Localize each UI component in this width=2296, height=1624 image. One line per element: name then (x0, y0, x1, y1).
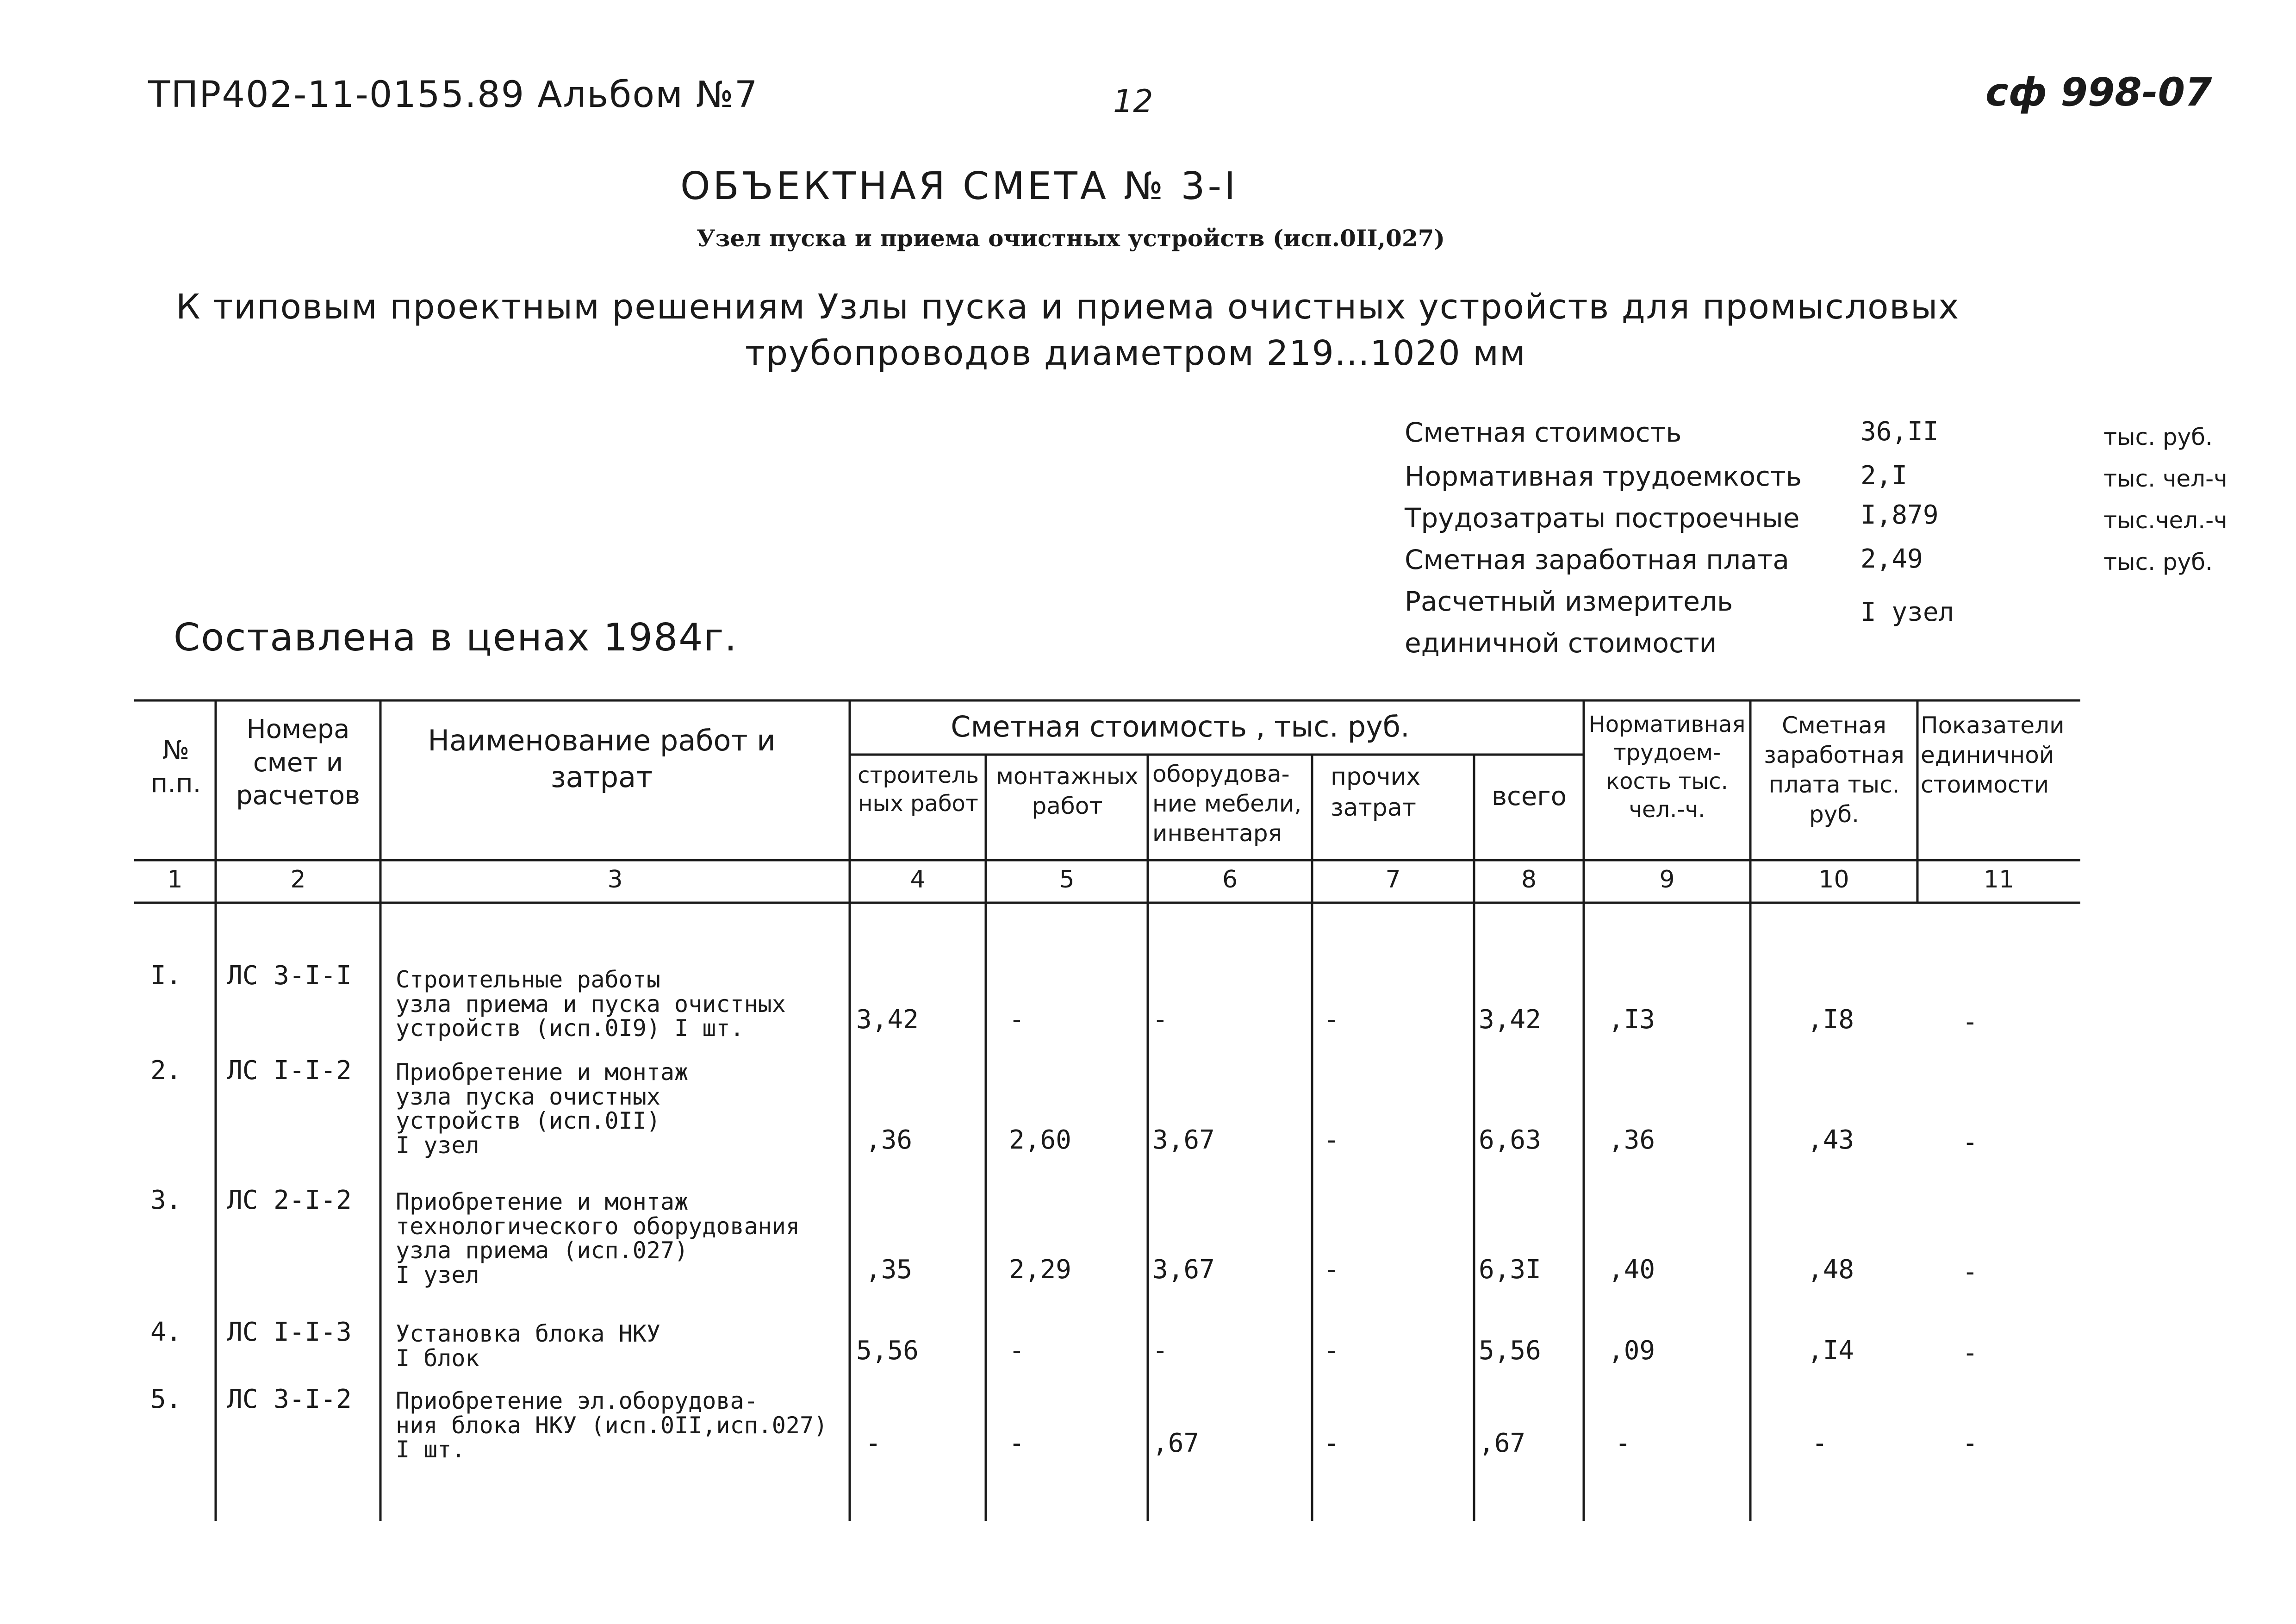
summary-value: 2,I (1860, 461, 1908, 491)
archive-stamp: сф 998-07 (1985, 69, 2212, 115)
cell-equipment: - (1152, 1336, 1168, 1366)
cell-indicator: - (1962, 1127, 1978, 1157)
column-number: 4 (910, 866, 926, 893)
cell-indicator: - (1962, 1007, 1978, 1037)
cell-installation: - (1009, 1005, 1025, 1035)
column-number: 10 (1818, 866, 1849, 893)
row-name: Приобретение эл.оборудова- ния блока НКУ (исп.0II,исп.027) I шт. (396, 1387, 828, 1463)
cell-construction: ,35 (865, 1255, 913, 1285)
summary-label: Нормативная трудоемкость (1405, 461, 1802, 492)
cell-indicator: - (1962, 1257, 1978, 1287)
cell-equipment: 3,67 (1152, 1125, 1215, 1155)
header-equipment: оборудова- ние мебели, инвентаря (1152, 761, 1302, 847)
meter-label-line-2: единичной стоимости (1405, 627, 1717, 659)
header-indicators: Показатели единичной стоимости (1921, 712, 2065, 798)
cell-wages: ,48 (1807, 1255, 1854, 1285)
summary-label: Трудозатраты построечные (1405, 502, 1800, 534)
cell-labor: ,36 (1608, 1125, 1655, 1155)
column-number: 2 (290, 866, 306, 893)
cell-installation: 2,60 (1009, 1125, 1071, 1155)
row-name: Приобретение и монтаж узла пуска очистных устройств (исп.0II) I узел (396, 1059, 689, 1159)
cell-equipment: - (1152, 1005, 1168, 1035)
summary-unit: тыс. руб. (2103, 549, 2213, 575)
header-name: Наименование работ и затрат (428, 724, 776, 794)
cell-total: 6,3I (1479, 1255, 1541, 1285)
cell-labor: ,I3 (1608, 1005, 1655, 1035)
cell-total: 5,56 (1479, 1336, 1541, 1366)
document-code: ТПР402-11-0155.89 Альбом №7 (148, 74, 759, 116)
cell-wages: ,43 (1807, 1125, 1854, 1155)
cell-indicator: - (1962, 1338, 1978, 1368)
column-number: 1 (167, 866, 183, 893)
row-ref: ЛС I-I-3 (227, 1317, 352, 1347)
summary-value: 36,II (1860, 417, 1939, 447)
column-number: 7 (1385, 866, 1401, 893)
column-number: 8 (1521, 866, 1537, 893)
cell-other: - (1324, 1255, 1339, 1285)
row-name: Приобретение и монтаж технологического оборудования узла приема (исп.027) I узел (396, 1188, 800, 1288)
cell-wages: ,I8 (1807, 1005, 1854, 1035)
summary-value: I,879 (1860, 500, 1939, 530)
cell-installation: - (1009, 1336, 1025, 1366)
column-number: 5 (1059, 866, 1075, 893)
header-wages: Сметная заработная плата тыс. руб. (1764, 712, 1904, 828)
row-number: 3. (150, 1185, 182, 1215)
cell-labor: ,09 (1608, 1336, 1655, 1366)
summary-unit: тыс.чел.-ч (2103, 507, 2228, 534)
cell-other: - (1324, 1428, 1339, 1458)
header-labor: Нормативная трудоем- кость тыс. чел.-ч. (1588, 712, 1746, 823)
row-number: 2. (150, 1056, 182, 1086)
header-cost-group: Сметная стоимость , тыс. руб. (951, 710, 1410, 743)
intro-line-2: трубопроводов диаметром 219...1020 мм (745, 333, 1526, 373)
intro-line-1: К типовым проектным решениям Узлы пуска и приема очистных устройств для промысловых (176, 287, 1960, 327)
summary-value: 2,49 (1860, 544, 1923, 574)
row-ref: ЛС 2-I-2 (227, 1185, 352, 1215)
cell-total: 6,63 (1479, 1125, 1541, 1155)
cell-installation: - (1009, 1428, 1025, 1458)
meter-label-line-1: Расчетный измеритель (1405, 586, 1733, 617)
cell-wages: - (1812, 1428, 1828, 1458)
page-subtitle: Узел пуска и приема очистных устройств (исп.0II,027) (697, 225, 1445, 252)
price-base-note: Составлена в ценах 1984г. (174, 616, 738, 660)
cell-equipment: 3,67 (1152, 1255, 1215, 1285)
summary-unit: тыс. чел-ч (2103, 465, 2228, 492)
cell-construction: ,36 (865, 1125, 913, 1155)
summary-label: Сметная стоимость (1405, 417, 1682, 448)
page-number: 12 (1113, 83, 1153, 120)
summary-label: Сметная заработная плата (1405, 544, 1789, 575)
row-number: 5. (150, 1384, 182, 1414)
cell-total: ,67 (1479, 1428, 1526, 1458)
cell-equipment: ,67 (1152, 1428, 1200, 1458)
header-num: № п.п. (150, 735, 201, 799)
header-other: прочих затрат (1331, 763, 1421, 822)
cell-indicator: - (1962, 1428, 1978, 1458)
header-construction: строитель ных работ (858, 762, 979, 817)
header-total: всего (1492, 781, 1567, 812)
page-title: ОБЪЕКТНАЯ СМЕТА № 3-I (680, 164, 1238, 208)
cell-labor: ,40 (1608, 1255, 1655, 1285)
header-refs: Номера смет и расчетов (236, 714, 361, 811)
cell-wages: ,I4 (1807, 1336, 1854, 1366)
row-number: I. (150, 961, 182, 991)
row-name: Строительные работы узла приема и пуска очистных устройств (исп.0I9) I шт. (396, 966, 786, 1042)
row-ref: ЛС 3-I-2 (227, 1384, 352, 1414)
row-name: Установка блока НКУ I блок (396, 1320, 660, 1372)
column-number: 3 (607, 866, 623, 893)
cell-total: 3,42 (1479, 1005, 1541, 1035)
column-number: 11 (1983, 866, 2015, 893)
cell-labor: - (1615, 1428, 1631, 1458)
meter-value: I узел (1860, 597, 1954, 627)
cell-installation: 2,29 (1009, 1255, 1071, 1285)
cell-construction: 5,56 (856, 1336, 919, 1366)
row-number: 4. (150, 1317, 182, 1347)
cell-construction: 3,42 (856, 1005, 919, 1035)
summary-unit: тыс. руб. (2103, 424, 2213, 450)
cell-other: - (1324, 1125, 1339, 1155)
cell-construction: - (865, 1428, 881, 1458)
cell-other: - (1324, 1005, 1339, 1035)
row-ref: ЛС 3-I-I (227, 961, 352, 991)
row-ref: ЛС I-I-2 (227, 1056, 352, 1086)
header-installation: монтажных работ (996, 763, 1139, 819)
cell-other: - (1324, 1336, 1339, 1366)
column-number: 9 (1659, 866, 1675, 893)
column-number: 6 (1222, 866, 1238, 893)
